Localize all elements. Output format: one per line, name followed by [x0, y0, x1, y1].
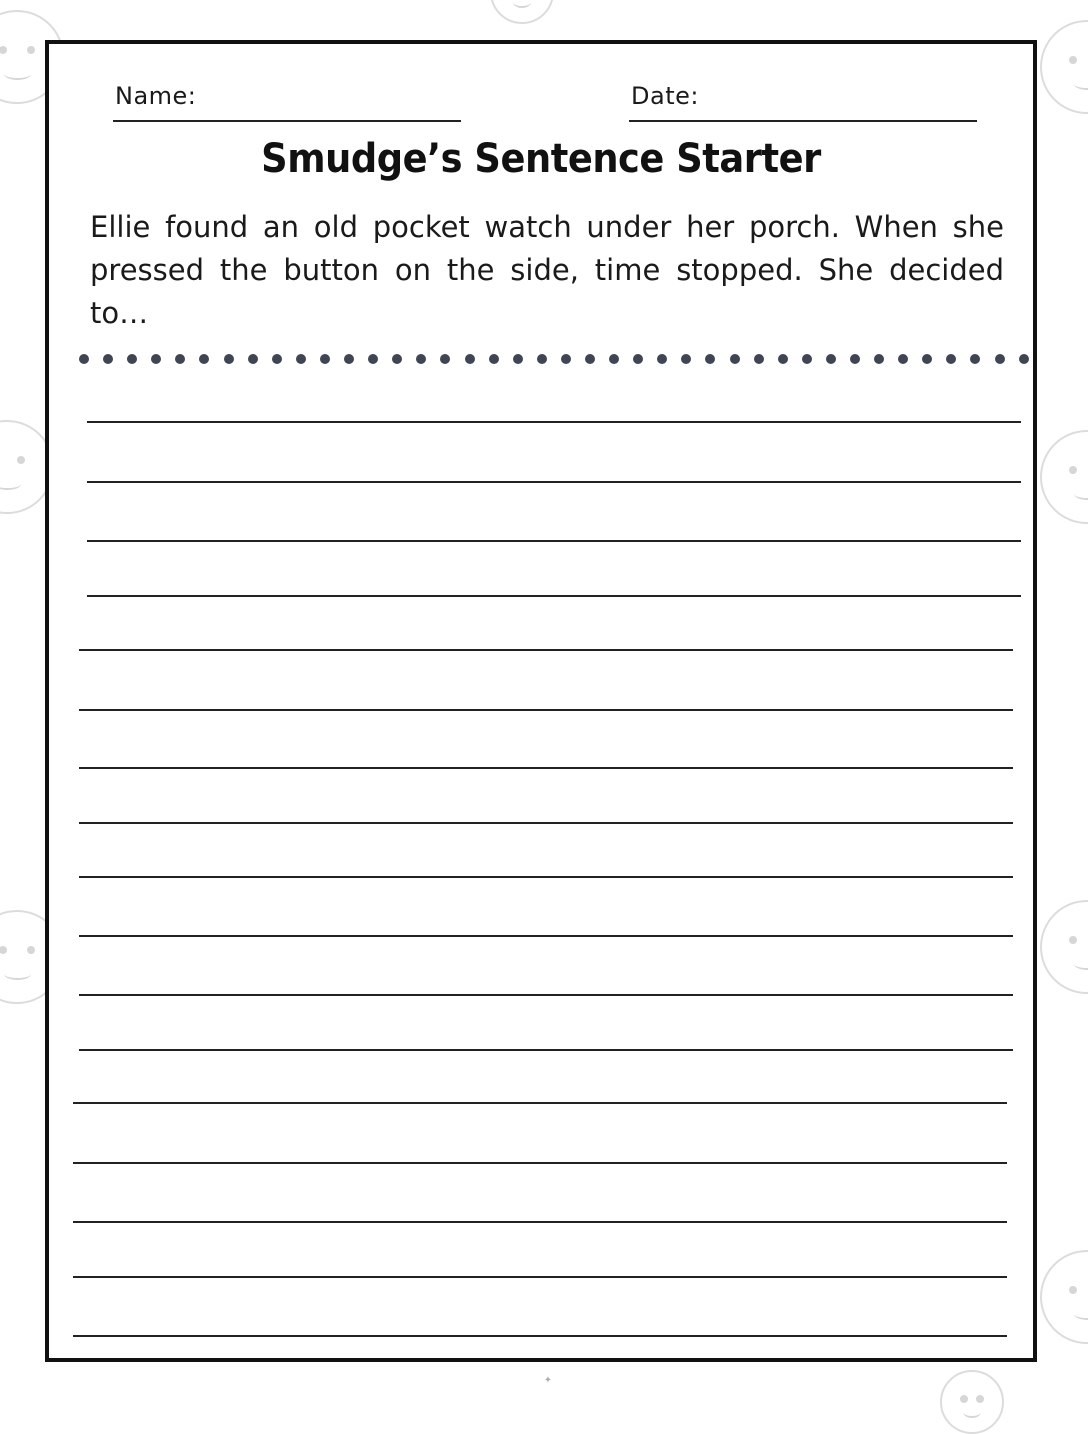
writing-line[interactable]	[73, 1221, 1007, 1223]
name-label: Name:	[115, 82, 197, 110]
character-doodle-icon	[1040, 1250, 1088, 1344]
writing-line[interactable]	[79, 994, 1013, 996]
divider-dot	[946, 354, 956, 364]
divider-dot	[416, 354, 426, 364]
divider-dot	[392, 354, 402, 364]
divider-dot	[151, 354, 161, 364]
divider-dot	[657, 354, 667, 364]
writing-line[interactable]	[73, 1102, 1007, 1104]
divider-dot	[826, 354, 836, 364]
divider-dot	[103, 354, 113, 364]
writing-line[interactable]	[79, 649, 1013, 651]
character-doodle-icon	[1040, 430, 1088, 524]
writing-line[interactable]	[73, 1276, 1007, 1278]
story-prompt: Ellie found an old pocket watch under her porch. When she pressed the button on the side, time stopped. She decided to…	[90, 210, 1004, 330]
divider-dot	[296, 354, 306, 364]
writing-line[interactable]	[79, 709, 1013, 711]
divider-dot	[440, 354, 450, 364]
divider-dot	[320, 354, 330, 364]
divider-dot	[681, 354, 691, 364]
divider-dot	[995, 354, 1005, 364]
divider-dot	[609, 354, 619, 364]
writing-line[interactable]	[87, 540, 1021, 542]
divider-dot	[248, 354, 258, 364]
divider-dot	[922, 354, 932, 364]
character-doodle-icon	[1040, 900, 1088, 994]
writing-line[interactable]	[79, 876, 1013, 878]
divider-dot	[175, 354, 185, 364]
divider-dot	[561, 354, 571, 364]
writing-line[interactable]	[87, 595, 1021, 597]
divider-dot	[754, 354, 764, 364]
divider-dot	[127, 354, 137, 364]
publisher-logo: ✦	[543, 1375, 553, 1386]
divider-dot	[802, 354, 812, 364]
dotted-divider	[79, 352, 1029, 366]
writing-line[interactable]	[87, 481, 1021, 483]
divider-dot	[224, 354, 234, 364]
writing-line[interactable]	[79, 1049, 1013, 1051]
writing-line[interactable]	[73, 1162, 1007, 1164]
date-field[interactable]	[629, 80, 977, 122]
divider-dot	[633, 354, 643, 364]
divider-dot	[513, 354, 523, 364]
writing-line[interactable]	[79, 822, 1013, 824]
divider-dot	[272, 354, 282, 364]
writing-line[interactable]	[79, 935, 1013, 937]
character-doodle-icon	[1040, 20, 1088, 114]
character-doodle-icon	[490, 0, 554, 24]
divider-dot	[465, 354, 475, 364]
divider-dot	[79, 354, 89, 364]
divider-dot	[778, 354, 788, 364]
divider-dot	[874, 354, 884, 364]
divider-dot	[585, 354, 595, 364]
divider-dot	[344, 354, 354, 364]
divider-dot	[368, 354, 378, 364]
worksheet-frame	[45, 40, 1037, 1362]
divider-dot	[850, 354, 860, 364]
divider-dot	[705, 354, 715, 364]
divider-dot	[730, 354, 740, 364]
writing-line[interactable]	[87, 421, 1021, 423]
divider-dot	[199, 354, 209, 364]
writing-line[interactable]	[73, 1335, 1007, 1337]
divider-dot	[489, 354, 499, 364]
divider-dot	[1019, 354, 1029, 364]
divider-dot	[970, 354, 980, 364]
divider-dot	[537, 354, 547, 364]
date-label: Date:	[631, 82, 699, 110]
divider-dot	[898, 354, 908, 364]
character-doodle-icon	[940, 1370, 1004, 1434]
name-field[interactable]	[113, 80, 461, 122]
worksheet-title: Smudge’s Sentence Starter	[261, 136, 821, 182]
writing-line[interactable]	[79, 767, 1013, 769]
